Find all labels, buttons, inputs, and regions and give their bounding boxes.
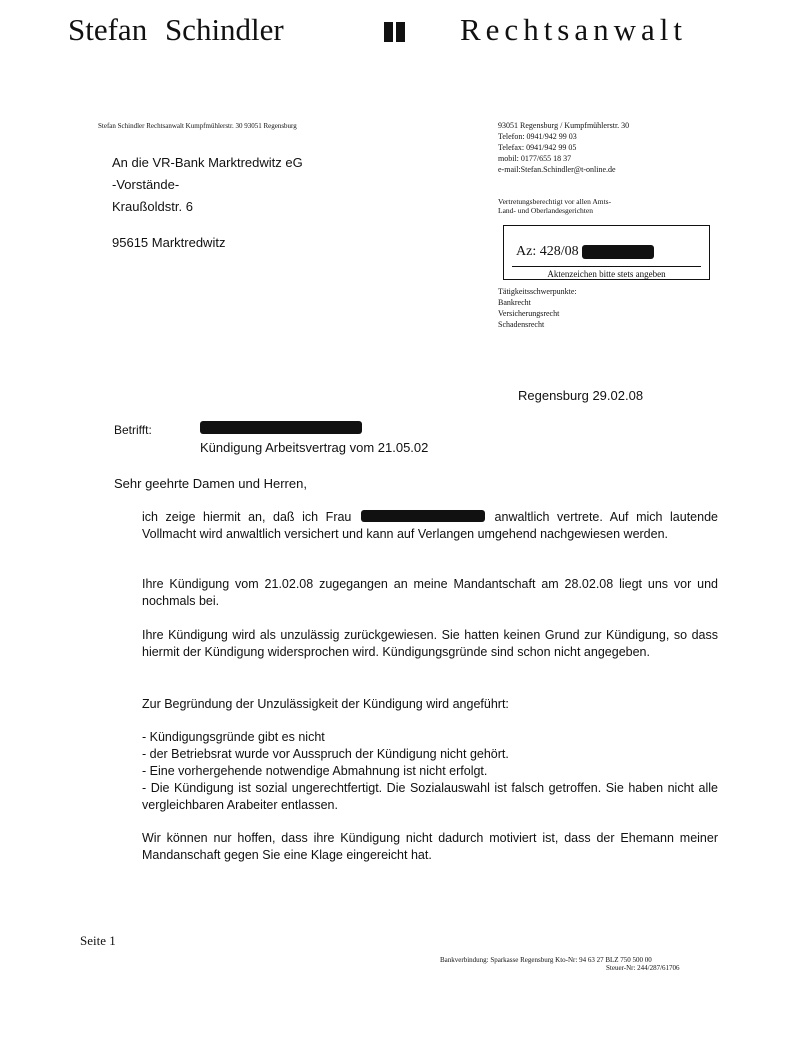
- contact-phone: Telefon: 0941/942 99 03: [498, 132, 577, 141]
- practice-areas: [498, 286, 577, 330]
- practice-area-item: Schadensrecht: [498, 320, 545, 329]
- reference-hint: Aktenzeichen bitte stets angeben: [512, 266, 701, 279]
- recipient-address: [112, 152, 303, 254]
- client-name-redaction: [361, 510, 485, 522]
- letterhead-separator-mark: [384, 22, 406, 42]
- body-paragraph-1-end: anwaltlich vertrete. Auf mich lautende Vollmacht wird anwaltlich versichert und kann auf Verlangen umgehend nachgewiesen werden.: [142, 510, 718, 541]
- practice-areas-heading: Tätigkeitsschwerpunkte:: [498, 287, 577, 296]
- list-item: - Eine vorhergehende notwendige Abmahnung ist nicht erfolgt.: [142, 764, 488, 778]
- list-item: - der Betriebsrat wurde vor Ausspruch der Kündigung nicht gehört.: [142, 747, 509, 761]
- letter-date: Regensburg 29.02.08: [518, 388, 644, 403]
- contact-email: e-mail:Stefan.Schindler@t-online.de: [498, 165, 616, 174]
- contact-block: [498, 120, 629, 175]
- sender-return-address: Stefan Schindler Rechtsanwalt Kumpfmühlerstr. 30 93051 Regensburg: [98, 122, 297, 130]
- representation-line-1: Vertretungsberechtigt vor allen Amts-: [498, 197, 612, 206]
- body-paragraph-3: Ihre Kündigung wird als unzulässig zurückgewiesen. Sie hatten keinen Grund zur Kündigung, so dass hiermit der Kündigung widersprochen wird. Kündigungsgründe sind schon nicht angegeben.: [142, 628, 718, 659]
- subject-name-redaction: [200, 421, 362, 434]
- tax-number: Steuer-Nr: 244/287/61706: [606, 964, 680, 972]
- recipient-line-4: 95615 Marktredwitz: [112, 235, 226, 250]
- body-paragraph-4: Zur Begründung der Unzulässigkeit der Kündigung wird angeführt:: [142, 697, 509, 711]
- body-paragraph-1-start: ich zeige hiermit an, daß ich Frau: [142, 510, 352, 524]
- reference-redaction: [582, 245, 654, 259]
- contact-mobile: mobil: 0177/655 18 37: [498, 154, 572, 163]
- letterhead-title: Rechtsanwalt: [460, 12, 688, 47]
- letterhead-name: Stefan Schindler: [68, 12, 284, 47]
- contact-address: 93051 Regensburg / Kumpfmühlerstr. 30: [498, 121, 630, 130]
- reference-box: [503, 225, 710, 280]
- recipient-line-1: An die VR-Bank Marktredwitz eG: [112, 155, 303, 170]
- practice-area-item: Bankrecht: [498, 298, 531, 307]
- representation-note: [498, 197, 688, 215]
- page-number: Seite 1: [80, 933, 116, 948]
- bank-details: Bankverbindung: Sparkasse Regensburg Kto-Nr: 94 63 27 BLZ 750 500 00: [440, 956, 652, 964]
- representation-line-2: Land- und Oberlandesgerichten: [498, 206, 593, 215]
- subject-line: Kündigung Arbeitsvertrag vom 21.05.02: [200, 440, 429, 455]
- list-item: - Kündigungsgründe gibt es nicht: [142, 730, 325, 744]
- subject-label: Betrifft:: [114, 423, 152, 437]
- body-paragraph-2: Ihre Kündigung vom 21.02.08 zugegangen an meine Mandantschaft am 28.02.08 liegt uns vor und nochmals bei.: [142, 577, 718, 608]
- salutation: Sehr geehrte Damen und Herren,: [114, 476, 307, 491]
- list-item: - Die Kündigung ist sozial ungerechtfertigt. Die Sozialauswahl ist falsch getroffen. Sie haben nicht alle vergleichbaren Arabeiter entlassen.: [142, 781, 718, 812]
- body-paragraph-1: [142, 509, 718, 543]
- contact-fax: Telefax: 0941/942 99 05: [498, 143, 577, 152]
- recipient-line-3: Kraußoldstr. 6: [112, 199, 193, 214]
- body-paragraph-5: Wir können nur hoffen, dass ihre Kündigung nicht dadurch motiviert ist, dass der Ehemann meiner Mandanschaft gegen Sie eine Klage eingereicht hat.: [142, 831, 718, 862]
- recipient-line-2: -Vorstände-: [112, 177, 180, 192]
- practice-area-item: Versicherungsrecht: [498, 309, 560, 318]
- reference-number: Az: 428/08: [516, 244, 579, 259]
- reasons-list: [142, 729, 718, 814]
